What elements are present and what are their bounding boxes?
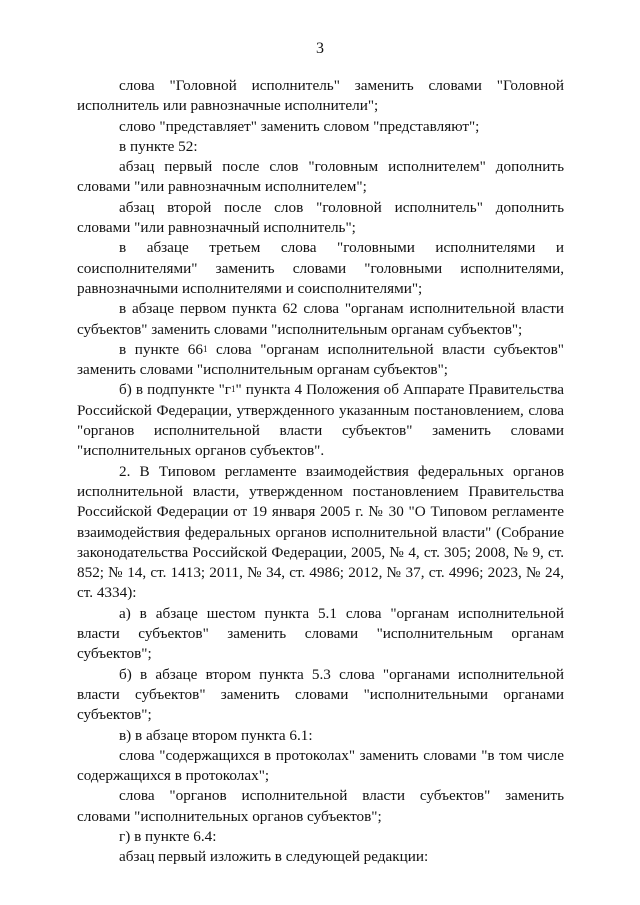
- superscript: 1: [202, 343, 208, 354]
- paragraph: слова "Головной исполнитель" заменить словами "Головной исполнитель или равнозначные исполнители";: [77, 77, 564, 115]
- superscript: 1: [231, 384, 236, 395]
- paragraph-text: в пункте 66: [119, 340, 203, 358]
- paragraph-text: б) в подпункте "г: [119, 381, 232, 399]
- paragraph: абзац второй после слов "головной исполнитель" дополнить словами "или равнозначный исполнитель";: [77, 198, 564, 237]
- paragraph: а) в абзаце шестом пункта 5.1 слова "органам исполнительной власти субъектов" заменить словами "исполнительным органам субъектов";: [77, 604, 564, 663]
- paragraph-text: слова "органам исполнительной власти субъектов" заменить словами "исполнительным органам субъектов";: [77, 340, 565, 379]
- paragraph: г) в пункте 6.4:: [119, 827, 217, 845]
- paragraph: в абзаце третьем слова "головными исполнителями и соисполнителями" заменить словами "головными исполнителями, равнозначными исполнителями и соисполнителями";: [77, 239, 564, 297]
- document-body: [77, 76, 564, 868]
- paragraph: б) в абзаце втором пункта 5.3 слова "органами исполнительной власти субъектов" заменить словами "исполнительными органами субъектов";: [77, 665, 564, 724]
- paragraph: слова "органов исполнительной власти субъектов" заменить словами "исполнительных органов субъектов";: [77, 787, 564, 825]
- paragraph: слово "представляет" заменить словом "представляют";: [119, 117, 480, 135]
- paragraph: [77, 340, 564, 381]
- paragraph: в) в абзаце втором пункта 6.1:: [119, 726, 313, 744]
- paragraph-text: " пункта 4 Положения об Аппарате Правительства Российской Федерации, утвержденного указанным постановлением, слова "органов исполнительной власти субъектов" заменить словами "исполнительных органов субъектов".: [77, 381, 564, 460]
- paragraph: [77, 380, 564, 461]
- page-number: 3: [316, 40, 324, 57]
- paragraph: слова "содержащихся в протоколах" заменить словами "в том числе содержащихся в протоколах";: [77, 746, 564, 785]
- paragraph: в пункте 52:: [119, 137, 198, 155]
- paragraph: абзац первый после слов "головным исполнителем" дополнить словами "или равнозначным исполнителем";: [77, 158, 564, 196]
- paragraph: в абзаце первом пункта 62 слова "органам исполнительной власти субъектов" заменить словами "исполнительным органам субъектов";: [77, 300, 564, 338]
- paragraph: абзац первый изложить в следующей редакции:: [119, 848, 429, 866]
- paragraph: 2. В Типовом регламенте взаимодействия федеральных органов исполнительной власти, утвержденном постановлением Правительства Российской Федерации от 19 января 2005 г. № 30 "О Типовом регламенте взаимодействия федеральных органов исполнительной власти" (Собрание законодательства Российской Федерации, 2005, № 4, ст. 305; 2008, № 9, ст. 852; № 14, ст. 1413; 2011, № 34, ст. 4986; 2012, № 37, ст. 4996; 2023, № 24, ст. 4334):: [77, 462, 564, 602]
